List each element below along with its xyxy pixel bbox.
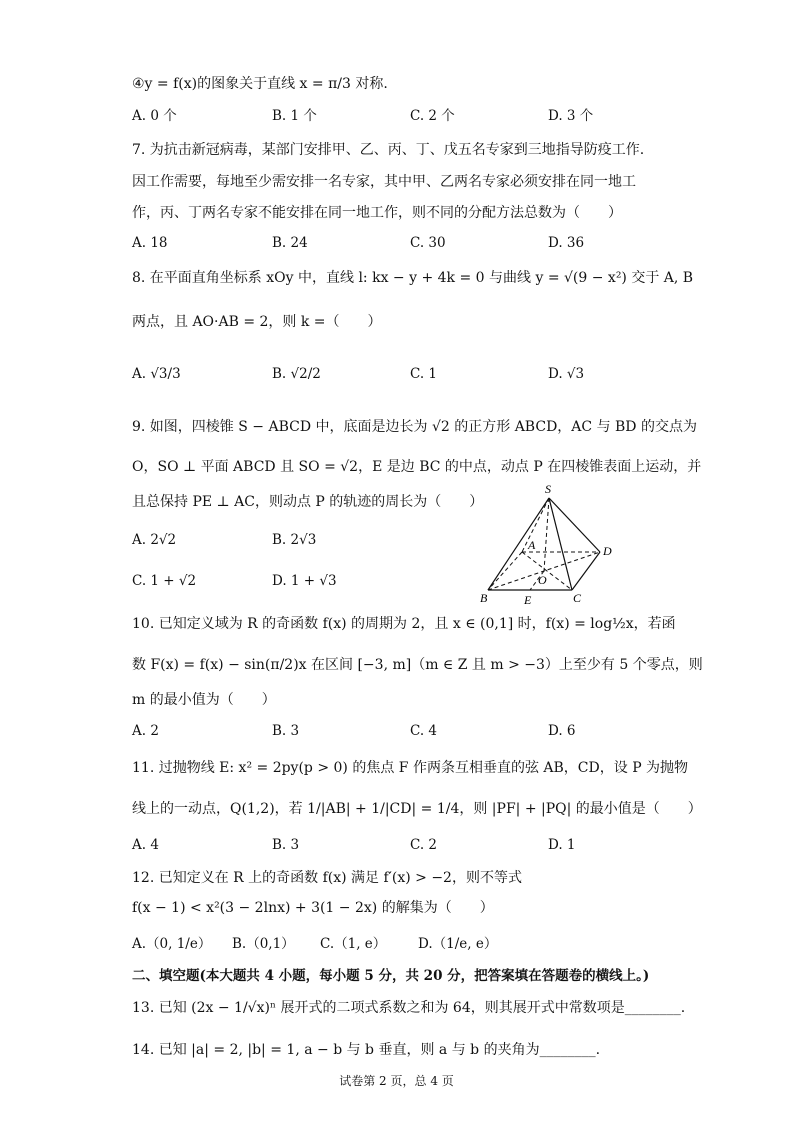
q9-option-c: C. 1 + √2 bbox=[132, 573, 197, 589]
q10-option-a: A. 2 bbox=[132, 723, 159, 739]
q9-line-2: O，SO ⊥ 平面 ABCD 且 SO = √2，E 是边 BC 的中点，动点 P 在四棱锥表面上运动，并 bbox=[132, 459, 702, 475]
q10-line-3: m 的最小值为（ ） bbox=[132, 692, 276, 708]
q14-line: 14. 已知 |a| = 2, |b| = 1, a − b 与 b 垂直，则 a 与 b 的夹角为________. bbox=[132, 1042, 601, 1058]
pyramid-figure bbox=[472, 482, 622, 607]
q7-line-3: 作，丙、丁两名专家不能安排在同一地工作，则不同的分配方法总数为（ ） bbox=[132, 205, 622, 221]
option-c: C. 2 个 bbox=[410, 108, 455, 124]
q9-option-b: B. 2√3 bbox=[272, 532, 317, 548]
label-c: C bbox=[573, 591, 582, 605]
edge-cd bbox=[572, 552, 600, 590]
label-e: E bbox=[524, 593, 532, 607]
q8-option-b: B. √2/2 bbox=[272, 366, 321, 382]
edge-sa bbox=[522, 498, 549, 552]
q7-line-2: 因工作需要，每地至少需安排一名专家，其中甲、乙两名专家必须安排在同一地工 bbox=[132, 174, 636, 190]
label-a: A bbox=[528, 538, 536, 552]
q7-option-c: C. 30 bbox=[410, 235, 446, 251]
label-d: D bbox=[603, 544, 612, 558]
label-o: O bbox=[538, 573, 547, 587]
height-so bbox=[544, 498, 549, 571]
q9-line-1: 9. 如图，四棱锥 S − ABCD 中，底面是边长为 √2 的正方形 ABCD，AC 与 BD 的交点为 bbox=[132, 419, 697, 435]
q7-line-1: 7. 为抗击新冠病毒，某部门安排甲、乙、丙、丁、戊五名专家到三地指导防疫工作. bbox=[132, 142, 645, 158]
label-b: B bbox=[480, 591, 488, 605]
prev-question-item-4: ④y = f(x)的图象关于直线 x = π/3 对称. bbox=[132, 76, 388, 92]
label-s: S bbox=[545, 482, 551, 496]
q11-option-b: B. 3 bbox=[272, 837, 300, 853]
q12-option-c: C.（1, e） bbox=[320, 936, 387, 952]
q12-option-a: A.（0, 1/e） bbox=[132, 936, 212, 952]
section-heading-fill-in: 二、填空题(本大题共 4 小题，每小题 5 分，共 20 分，把答案填在答题卷的横线上。) bbox=[132, 968, 650, 984]
q9-option-a: A. 2√2 bbox=[132, 532, 177, 548]
q11-line-2: 线上的一动点，Q(1,2)，若 1/|AB| + 1/|CD| = 1/4，则 |PF| + |PQ| 的最小值是（ ） bbox=[132, 801, 702, 817]
q13-line: 13. 已知 (2x − 1/√x)ⁿ 展开式的二项式系数之和为 64，则其展开式中常数项是________. bbox=[132, 1000, 686, 1016]
q8-option-d: D. √3 bbox=[548, 366, 585, 382]
q8-option-a: A. √3/3 bbox=[132, 366, 181, 382]
q10-line-2: 数 F(x) = f(x) − sin(π/2)x 在区间 [−3, m]（m ∈ Z 且 m > −3）上至少有 5 个零点，则 bbox=[132, 657, 703, 673]
q11-option-c: C. 2 bbox=[410, 837, 438, 853]
option-b: B. 1 个 bbox=[272, 108, 317, 124]
q10-option-c: C. 4 bbox=[410, 723, 438, 739]
q11-option-a: A. 4 bbox=[132, 837, 159, 853]
edge-sc bbox=[549, 498, 572, 590]
q10-option-d: D. 6 bbox=[548, 723, 576, 739]
q8-line-1: 8. 在平面直角坐标系 xOy 中，直线 l: kx − y + 4k = 0 与曲线 y = √(9 − x²) 交于 A, B bbox=[132, 270, 694, 286]
q9-option-d: D. 1 + √3 bbox=[272, 573, 337, 589]
q10-line-1: 10. 已知定义域为 R 的奇函数 f(x) 的周期为 2，且 x ∈ (0,1] 时，f(x) = log½x，若函 bbox=[132, 616, 676, 632]
q7-option-d: D. 36 bbox=[548, 235, 585, 251]
q8-option-c: C. 1 bbox=[410, 366, 438, 382]
q7-option-a: A. 18 bbox=[132, 235, 168, 251]
q12-line-2: f(x − 1) < x²(3 − 2lnx) + 3(1 − 2x) 的解集为（ ） bbox=[132, 900, 494, 916]
page-footer: 试卷第 2 页，总 4 页 bbox=[339, 1074, 454, 1088]
q7-option-b: B. 24 bbox=[272, 235, 308, 251]
q11-option-d: D. 1 bbox=[548, 837, 576, 853]
q9-line-3: 且总保持 PE ⊥ AC，则动点 P 的轨迹的周长为（ ） bbox=[132, 494, 484, 510]
option-d: D. 3 个 bbox=[548, 108, 594, 124]
q8-line-2: 两点，且 AO·AB = 2，则 k =（ ） bbox=[132, 314, 382, 330]
q12-line-1: 12. 已知定义在 R 上的奇函数 f(x) 满足 f′(x) > −2，则不等式 bbox=[132, 870, 522, 886]
q10-option-b: B. 3 bbox=[272, 723, 300, 739]
q11-line-1: 11. 过抛物线 E: x² = 2py(p > 0) 的焦点 F 作两条互相垂直的弦 AB，CD，设 P 为抛物 bbox=[132, 760, 689, 776]
q12-option-b: B.（0,1） bbox=[232, 936, 295, 952]
option-a: A. 0 个 bbox=[132, 108, 177, 124]
q12-option-d: D.（1/e, e） bbox=[418, 936, 498, 952]
edge-sd bbox=[549, 498, 600, 552]
